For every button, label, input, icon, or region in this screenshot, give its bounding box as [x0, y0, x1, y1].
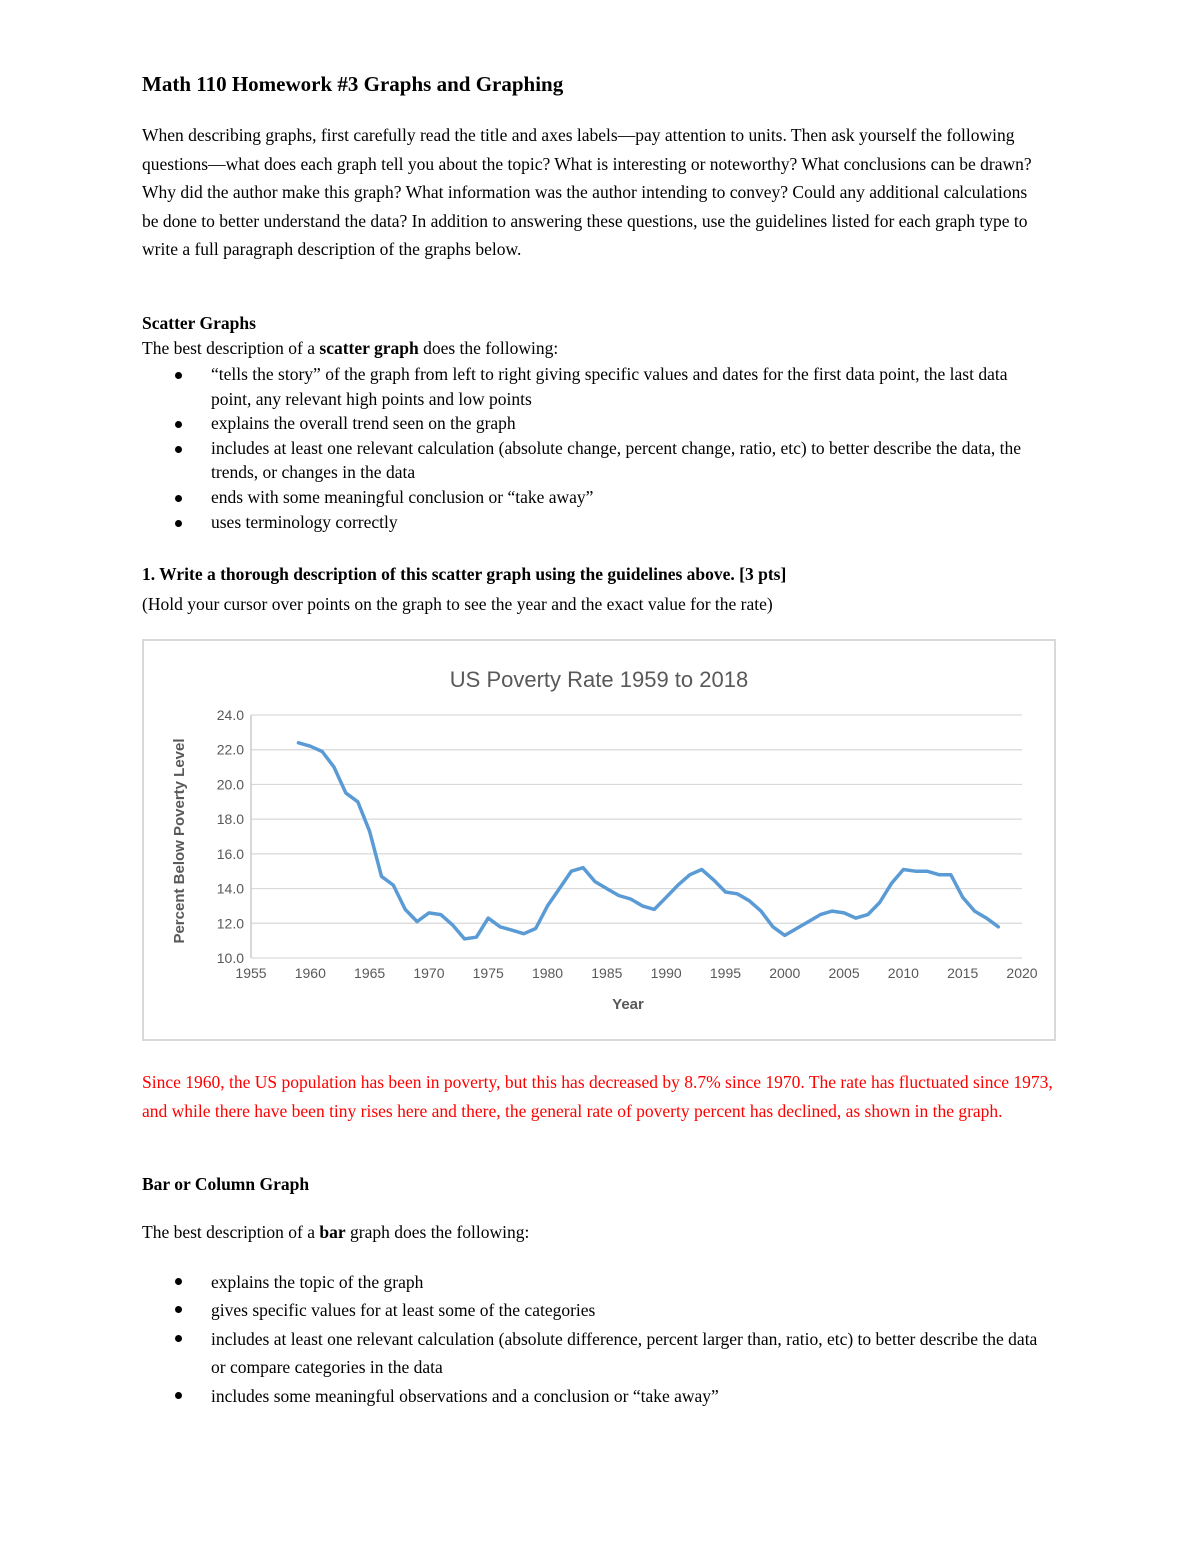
data-point[interactable]	[698, 865, 706, 873]
y-tick-label: 18.0	[216, 811, 244, 828]
data-point[interactable]	[804, 918, 812, 926]
data-point[interactable]	[472, 933, 480, 941]
y-tick-label: 14.0	[216, 880, 244, 897]
scatter-guidelines	[142, 362, 1042, 534]
question-1-note: (Hold your cursor over points on the graph to see the year and the exact value for the rate)	[142, 594, 773, 614]
bullet-icon	[175, 1392, 182, 1399]
list-item-text: “tells the story” of the graph from left to right giving specific values and dates for the first data point, the last data point, any relevant high points and low points	[211, 364, 1008, 409]
data-point[interactable]	[437, 911, 445, 919]
x-tick-label: 2010	[887, 965, 919, 981]
list-item-text: gives specific values for at least some of the categories	[211, 1300, 596, 1321]
y-tick-label: 24.0	[216, 707, 244, 723]
data-point[interactable]	[544, 902, 552, 910]
y-tick-label: 12.0	[216, 915, 244, 932]
data-point[interactable]	[520, 930, 528, 938]
data-point[interactable]	[852, 914, 860, 922]
data-points[interactable]	[294, 739, 1002, 943]
data-point[interactable]	[828, 907, 836, 915]
data-point[interactable]	[342, 789, 350, 797]
scatter-lead-before: The best description of a	[142, 338, 320, 358]
data-point[interactable]	[603, 885, 611, 893]
data-point[interactable]	[686, 871, 694, 879]
x-tick-label: 2000	[769, 965, 801, 981]
bullet-icon	[175, 495, 182, 502]
data-point[interactable]	[816, 911, 824, 919]
chart-gridlines	[251, 715, 1022, 958]
bullet-icon	[175, 520, 182, 527]
bar-guidelines	[142, 1268, 1042, 1410]
data-point[interactable]	[994, 923, 1002, 931]
bullet-icon	[175, 1335, 182, 1342]
list-item-text: explains the topic of the graph	[211, 1272, 424, 1292]
x-tick-labels	[235, 965, 1037, 981]
bar-lead	[142, 1222, 529, 1243]
data-point[interactable]	[888, 879, 896, 887]
x-tick-label: 2015	[947, 965, 979, 981]
data-point[interactable]	[461, 935, 469, 943]
data-point[interactable]	[899, 865, 907, 873]
data-point[interactable]	[366, 827, 374, 835]
bar-lead-bold: bar	[319, 1222, 346, 1242]
data-point[interactable]	[876, 898, 884, 906]
data-point[interactable]	[959, 893, 967, 901]
y-tick-labels	[217, 707, 244, 966]
data-point[interactable]	[757, 907, 765, 915]
data-point[interactable]	[555, 885, 563, 893]
data-point[interactable]	[508, 926, 516, 934]
data-point[interactable]	[840, 909, 848, 917]
data-point[interactable]	[923, 867, 931, 875]
data-point[interactable]	[591, 878, 599, 886]
data-point[interactable]	[947, 871, 955, 879]
data-point[interactable]	[318, 747, 326, 755]
bar-lead-before: The best description of a	[142, 1222, 320, 1242]
chart-title: US Poverty Rate 1959 to 2018	[449, 667, 749, 692]
scatter-lead-after: does the following:	[418, 338, 559, 358]
data-point[interactable]	[567, 867, 575, 875]
list-item	[142, 411, 1042, 436]
list-item	[142, 1325, 1042, 1382]
x-tick-label: 1965	[354, 965, 386, 981]
data-point[interactable]	[425, 909, 433, 917]
data-point[interactable]	[650, 905, 658, 913]
bullet-icon	[175, 372, 182, 379]
y-tick-label: 22.0	[216, 741, 244, 758]
data-point[interactable]	[971, 907, 979, 915]
question-1-prompt: 1. Write a thorough description of this scatter graph using the guidelines above. [3 pts]	[142, 564, 787, 584]
data-point[interactable]	[982, 914, 990, 922]
x-tick-label: 1970	[413, 965, 445, 981]
x-tick-label: 1975	[472, 965, 504, 981]
bullet-icon	[175, 1306, 182, 1313]
data-point[interactable]	[306, 742, 314, 750]
data-point[interactable]	[710, 876, 718, 884]
data-point[interactable]	[389, 881, 397, 889]
x-axis-label: Year	[612, 996, 644, 1013]
x-tick-label: 1960	[294, 965, 326, 981]
data-point[interactable]	[911, 867, 919, 875]
bullet-icon	[175, 421, 182, 428]
data-point[interactable]	[484, 914, 492, 922]
list-item-text: explains the overall trend seen on the graph	[211, 413, 516, 434]
x-tick-label: 1985	[591, 965, 623, 981]
y-tick-label: 16.0	[216, 845, 244, 862]
data-point[interactable]	[627, 895, 635, 903]
scatter-heading: Scatter Graphs	[142, 313, 256, 333]
y-axis-label: Percent Below Poverty Level	[171, 738, 188, 944]
x-tick-label: 1980	[531, 965, 564, 981]
data-point[interactable]	[674, 881, 682, 889]
data-point[interactable]	[721, 888, 729, 896]
answer-text[interactable]: Since 1960, the US population has been in poverty, but this has decreased by 8.7% since 1970. The rate has fluctuated since 1973, and while there have been tiny rises here and there, the general rate of poverty percent has declined, as shown in the graph.	[142, 1072, 1053, 1121]
data-point[interactable]	[532, 924, 540, 932]
x-tick-label: 2005	[828, 965, 860, 981]
list-item	[142, 1268, 1042, 1296]
list-item	[142, 436, 1042, 485]
list-item	[142, 510, 1042, 535]
x-tick-label: 1995	[709, 965, 742, 981]
list-item-text: includes at least one relevant calculation (absolute difference, percent larger than, ratio, etc) to better describe the data or compare categories in the data	[211, 1328, 1038, 1378]
list-item	[142, 485, 1042, 510]
list-item-text: ends with some meaningful conclusion or “take away”	[211, 486, 594, 507]
x-tick-label: 2020	[1006, 965, 1038, 981]
x-tick-label: 1990	[650, 965, 682, 981]
chart-container[interactable]	[142, 639, 1056, 1041]
y-tick-label: 20.0	[216, 776, 244, 793]
data-point[interactable]	[733, 890, 741, 898]
scatter-lead-bold: scatter graph	[319, 338, 419, 358]
list-item	[142, 1382, 1042, 1410]
bullet-icon	[175, 1278, 182, 1285]
data-point[interactable]	[745, 897, 753, 905]
data-point[interactable]	[781, 931, 789, 939]
data-point[interactable]	[496, 923, 504, 931]
y-tick-label: 10.0	[216, 950, 244, 966]
list-item-text: includes some meaningful observations and a conclusion or “take away”	[211, 1385, 719, 1406]
data-point[interactable]	[401, 905, 409, 913]
list-item-text: uses terminology correctly	[211, 511, 398, 532]
data-point[interactable]	[294, 739, 302, 747]
data-point[interactable]	[662, 893, 670, 901]
data-point[interactable]	[615, 892, 623, 900]
list-item	[142, 1296, 1042, 1324]
data-point[interactable]	[330, 763, 338, 771]
document-title: Math 110 Homework #3 Graphs and Graphing	[142, 72, 564, 96]
scatter-lead	[142, 338, 558, 359]
data-point[interactable]	[769, 923, 777, 931]
bullet-icon	[175, 446, 182, 453]
data-point[interactable]	[377, 872, 385, 880]
poverty-line-chart[interactable]	[144, 641, 1054, 1039]
intro-paragraph: When describing graphs, first carefully read the title and axes labels—pay attention to units. Then ask yourself the following questions—what does each graph tell you about the topic? What is interesting or noteworthy? What conclusions can be drawn? Why did the author make this graph? What information was the author intending to convey? Could any additional calculations be done to better understand the data? In addition to answering these questions, use the guidelines listed for each graph type to write a full paragraph description of the graphs below.	[142, 125, 1032, 260]
data-point[interactable]	[864, 911, 872, 919]
data-point[interactable]	[579, 864, 587, 872]
list-item	[142, 362, 1042, 411]
data-point[interactable]	[935, 871, 943, 879]
list-item-text: includes at least one relevant calculation (absolute change, percent change, ratio, etc) to better describe the data, the trends, or changes in the data	[211, 437, 1021, 483]
bar-lead-after: graph does the following:	[345, 1222, 530, 1242]
data-point[interactable]	[793, 924, 801, 932]
data-point[interactable]	[449, 921, 457, 929]
bar-heading: Bar or Column Graph	[142, 1174, 310, 1194]
data-point[interactable]	[354, 798, 362, 806]
x-tick-label: 1955	[235, 965, 267, 981]
data-point[interactable]	[638, 902, 646, 910]
data-point[interactable]	[413, 918, 421, 926]
